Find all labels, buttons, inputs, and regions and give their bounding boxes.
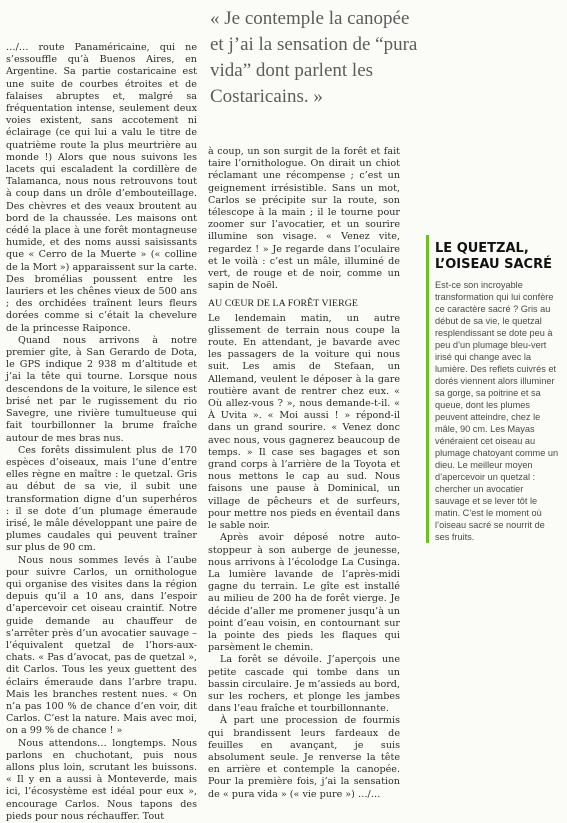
paragraph: Nous nous sommes levés à l’aube pour suivre Carlos, un ornithologue qui organise des visites dans la région depuis qu’il a 10 ans, dans l’espoir d’apercevoir cet oiseau craintif. Notre guide demande au chauffeur de s’arrêter près d’un avocatier sauvage – l’équivalent quetzal de l’hors-aux-chats. « Pas d’avocat, pas de quetzal », dit Carlos. Tous les yeux guettent des éclairs émeraude dans l’arbre trapu. Mais les branches restent nues. « On n’a pas 100 % de chance d’en voir, dit Carlos. C’est la nature. Mais avec moi, on a 99 % de chance ! » xyxy=(6,554,197,737)
sidebar-text: Est-ce son incroyable transformation qui lui confère ce caractère sacré ? Gris au début de sa vie, le quetzal resplendissant se dote peu à peu d’un plumage bleu-vert irisé qui change avec la lumière. Des reflets cuivrés et dorés viennent alors illuminer sa gorge, sa poitrine et sa queue, dont les plumes peuvent atteindre, chez le mâle, 90 cm. Les Mayas vénéraient cet oiseau au plumage chatoyant comme un dieu. Le meilleur moyen d’apercevoir un quetzal : chercher un avocatier sauvage et se lever tôt le matin. C’est le moment où l’oiseau sacré se nourrit de ses fruits. xyxy=(435,280,559,542)
sidebar-title: LE QUETZAL, L’OISEAU SACRÉ xyxy=(435,241,552,272)
paragraph: à coup, un son surgit de la forêt et fait taire l’ornithologue. On dirait un chiot réclamant une récompense ; c’est un geignement irrésistible. Sans un mot, Carlos se précipite sur la route, son télescope à la main ; il le tourne pour zoomer sur l’avocatier, et un sourire illumine son visage. « Venez vite, regardez ! » Je regarde dans l’oculaire et le voilà : c’est un mâle, illuminé de vert, de rouge et de noir, comme un sapin de Noël. xyxy=(208,146,400,292)
paragraph: La forêt se dévoile. J’aperçois une petite cascade qui tombe dans un bassin circulaire. Je m’assieds au bord, sur les rochers, et plonge les jambes dans l’eau fraîche et tourbillonnante. xyxy=(208,654,400,715)
paragraph: Quand nous arrivons à notre premier gîte, à San Gerardo de Dota, le GPS indique 2 938 m d’altitude et j’ai la tête qui tourne. Lorsque nous descendons de la voiture, le silence est brisé net par le rugissement du rio Savegre, une rivière tumultueuse qui fait tourbillonner la brume fraîche autour de mes bras nus. xyxy=(6,334,197,444)
paragraph: Ces forêts dissimulent plus de 170 espèces d’oiseaux, mais l’une d’entre elles règne en maître : le quetzal. Gris au début de sa vie, il subit une transformation digne d’un superhéros : il se dote d’un plumage émeraude irisé, le mâle développant une paire de plumes caudales qui peuvent traîner sur plus de 90 cm. xyxy=(6,444,197,554)
section-heading: AU CŒUR DE LA FORÊT VIERGE xyxy=(208,298,359,310)
article-column-2 xyxy=(208,146,400,801)
paragraph: À part une procession de fourmis qui brandissent leurs fardeaux de feuilles en avançant, je suis absolument seule. Je renverse la tête en arrière et contemple la canopée. Pour la première fois, j’ai la sensation de « pura vida » (« vie pure ») …/… xyxy=(208,715,400,800)
paragraph: Le lendemain matin, un autre glissement de terrain nous coupe la route. En attendant, je bavarde avec les passagers de la voiture qui nous suit. Les amis de Stefaan, un Allemand, veulent le déposer à la gare routière avant de rentrer chez eux. « Où allez-vous ? », nous demande-t-il. « À Uvita ». « Moi aussi ! » répond-il dans un grand sourire. « Venez donc avec nous, vous gagnerez beaucoup de temps. » Il case ses bagages et son grand corps à l’arrière de la Toyota et nous mettons le cap au sud. Nous faisons une pause à Dominical, un village de pêcheurs et de surfeurs, pour mettre nos pieds en éventail dans le sable noir. xyxy=(208,312,400,532)
paragraph: Après avoir déposé notre auto-stoppeur à son auberge de jeunesse, nous arrivons à l’écolodge La Cusinga. La lumière lavande de l’après-midi gagne du terrain. Le gîte est installé au milieu de 200 ha de forêt vierge. Je décide d’aller me promener jusqu’à un point d’eau voisin, en contournant sur la pointe des pieds les flaques qui parsèment le chemin. xyxy=(208,532,400,654)
sidebar-box xyxy=(426,235,561,543)
pull-quote: « Je contemple la canopée et j’ai la sensation de “pura vida” dont parlent les Costaricains. » xyxy=(210,8,418,107)
paragraph: Nous attendons… longtemps. Nous parlons en chuchotant, puis nous allons plus loin, scrutant les buissons. « Il y en a aussi à Monteverde, mais ici, l’écosystème est idéal pour eux », encourage Carlos. Nous tapons des pieds pour nous réchauffer. Tout xyxy=(6,737,197,822)
article-column-1 xyxy=(6,42,197,823)
paragraph: …/… route Panaméricaine, qui ne s’essouffle qu’à Buenos Aires, en Argentine. Sa partie costaricaine est une suite de courbes étroites et de falaises abruptes et, malgré sa fréquentation intense, seulement deux voies existent, sans accotement ni éclairage (ce qui lui a valu le titre de quatrième route la plus meurtrière au monde !) Alors que nous suivons les lacets qui escaladent la cordillère de Talamanca, nous nous retrouvons tout à coup dans un drôle d’embouteillage. Des chèvres et des veaux broutent au bord de la chaussée. Les maisons ont cédé la place à une forêt montagneuse humide, et des noms aussi saisissants que « Cerro de la Muerte » (« colline de la Mort ») apparaissent sur la carte. Des bromélias poussent entre les lauriers et les chênes vieux de 500 ans ; des orchidées traînent leurs fleurs dorées comme si c’était la chevelure de la princesse Raiponce. xyxy=(6,42,197,334)
